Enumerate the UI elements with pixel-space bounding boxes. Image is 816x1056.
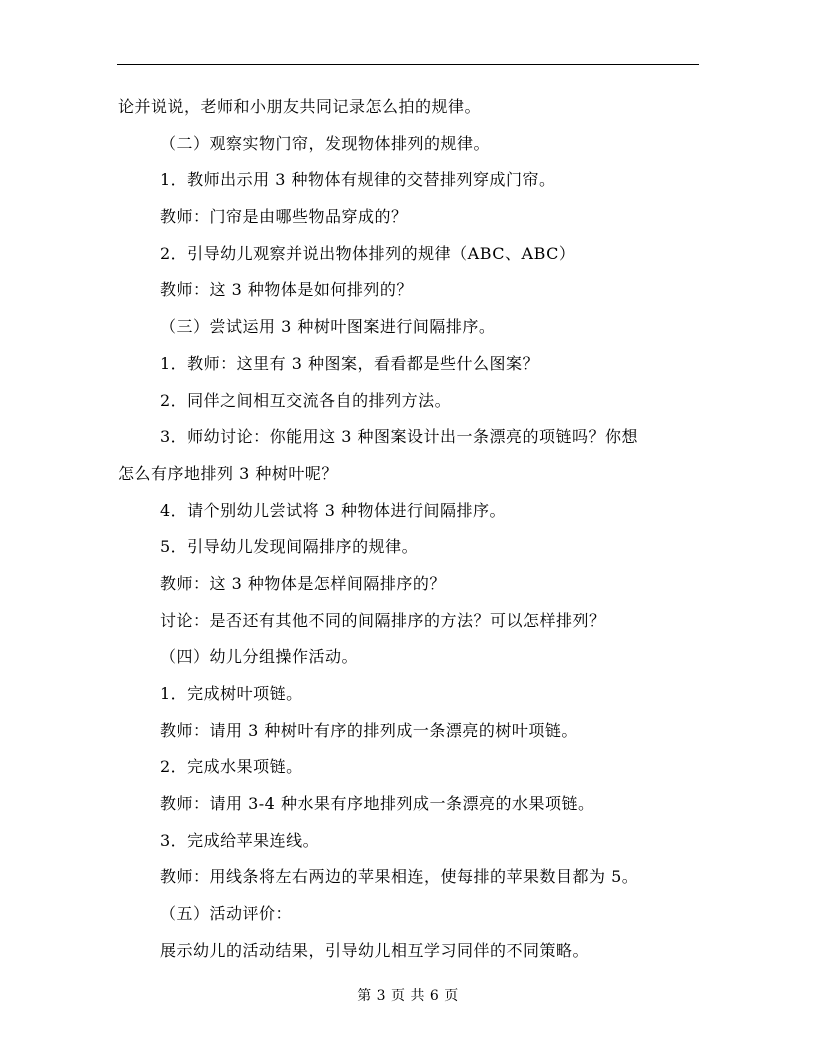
paragraph-line: 展示幼儿的活动结果，引导幼儿相互学习同伴的不同策略。 (160, 940, 590, 960)
header-rule (117, 64, 699, 65)
paragraph-line: 2．完成水果项链。 (160, 757, 303, 777)
paragraph-line: 教师：这 3 种物体是怎样间隔排序的？ (160, 573, 446, 593)
section-heading: （四）幼儿分组操作活动。 (160, 647, 359, 667)
paragraph-line: 4．请个别幼儿尝试将 3 种物体进行间隔排序。 (160, 500, 507, 520)
paragraph-line: 教师：请用 3-4 种水果有序地排列成一条漂亮的水果项链。 (160, 794, 595, 814)
paragraph-line: 教师：这 3 种物体是如何排列的？ (160, 280, 413, 300)
paragraph-line: 3．师幼讨论：你能用这 3 种图案设计出一条漂亮的项链吗？你想 (160, 427, 639, 447)
section-heading: （三）尝试运用 3 种树叶图案进行间隔排序。 (160, 317, 496, 337)
paragraph-line: （二）观察实物门帘，发现物体排列的规律。 (160, 133, 491, 153)
paragraph-line: 1．教师：这里有 3 种图案，看看都是些什么图案？ (160, 353, 540, 373)
paragraph-line: 2．同伴之间相互交流各自的排列方法。 (160, 390, 452, 410)
document-body (118, 89, 702, 970)
paragraph-line: 1．教师出示用 3 种物体有规律的交替排列穿成门帘。 (160, 170, 556, 190)
paragraph-line: 教师：用线条将左右两边的苹果相连，使每排的苹果数目都为 5。 (160, 867, 639, 887)
paragraph-line: 教师：门帘是由哪些物品穿成的？ (160, 207, 408, 227)
paragraph-line: 讨论：是否还有其他不同的间隔排序的方法？可以怎样排列？ (160, 610, 606, 630)
paragraph-line: 5．引导幼儿发现间隔排序的规律。 (160, 537, 419, 557)
paragraph-line: 论并说说，老师和小朋友共同记录怎么拍的规律。 (118, 97, 482, 116)
page-number-footer: 第 3 页 共 6 页 (357, 988, 459, 1004)
paragraph-line: 怎么有序地排列 3 种树叶呢？ (118, 463, 338, 483)
section-heading: （五）活动评价： (160, 904, 293, 924)
paragraph-line: 1．完成树叶项链。 (160, 684, 303, 703)
paragraph-line: 2．引导幼儿观察并说出物体排列的规律（ABC、ABC） (160, 243, 576, 263)
paragraph-line: 3．完成给苹果连线。 (160, 830, 320, 850)
paragraph-line: 教师：请用 3 种树叶有序的排列成一条漂亮的树叶项链。 (160, 720, 578, 740)
